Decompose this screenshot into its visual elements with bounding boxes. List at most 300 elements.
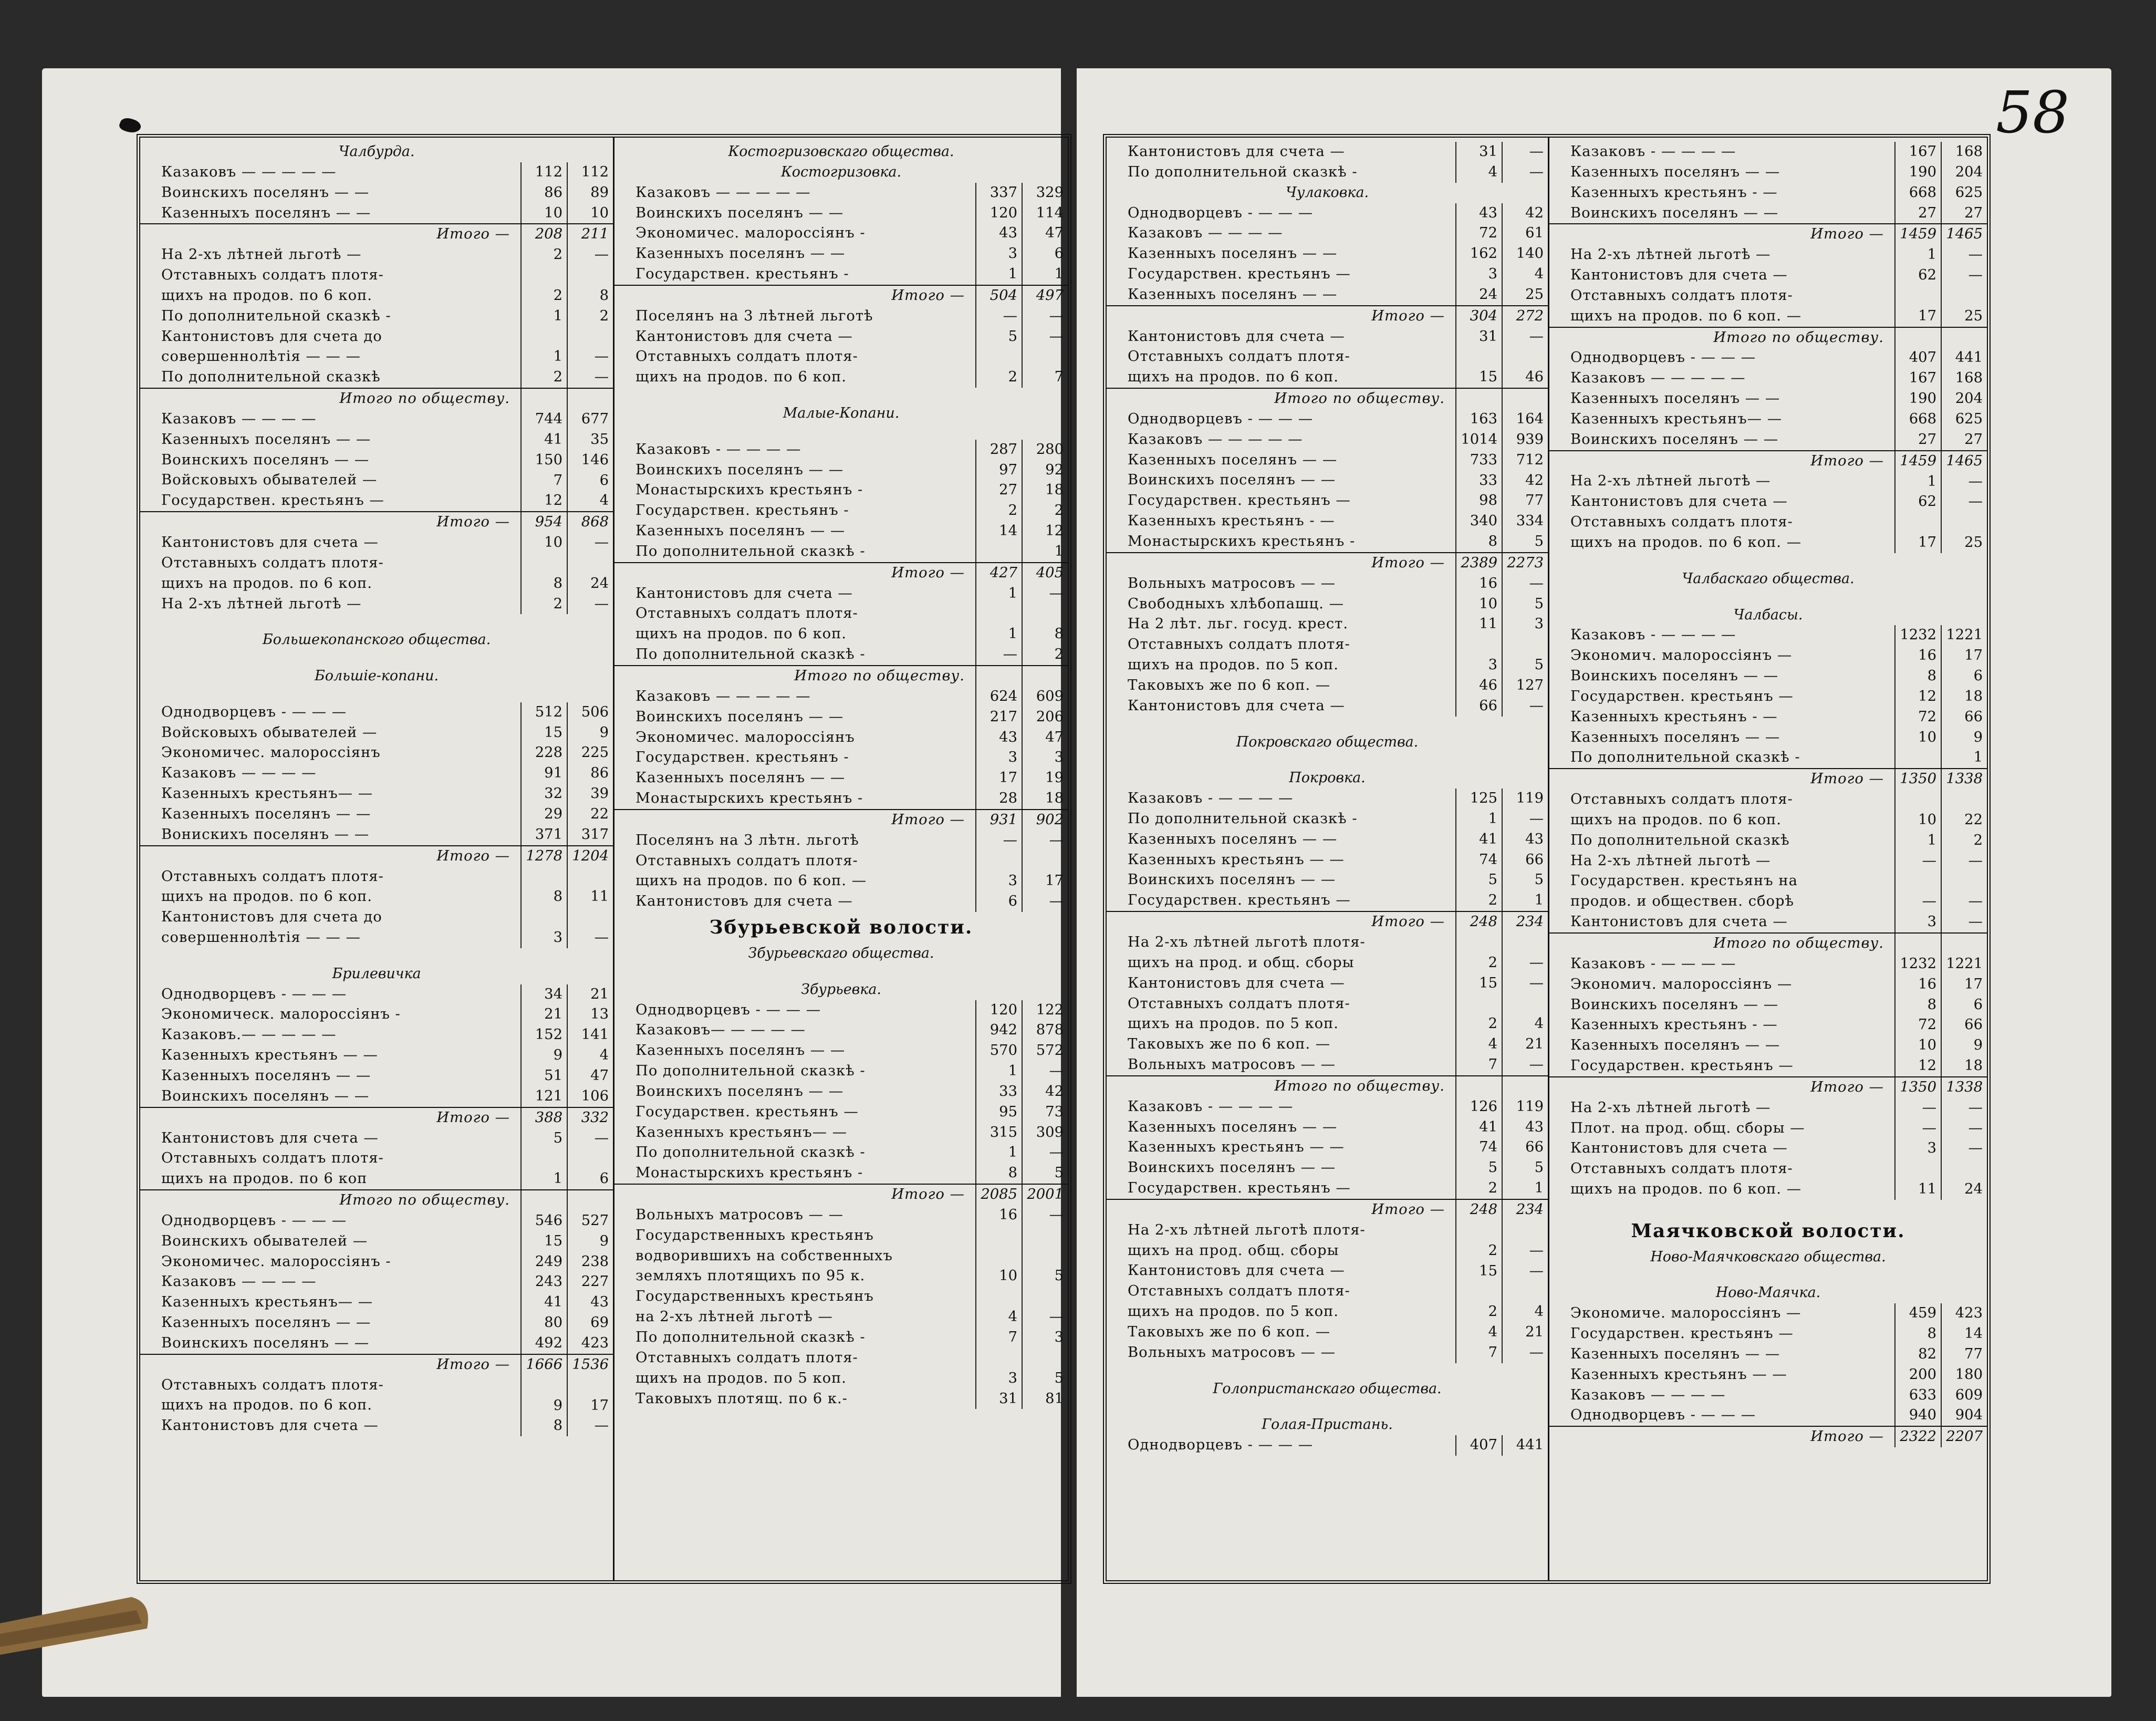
female-count: 119	[1502, 1097, 1548, 1117]
table-row	[614, 1205, 1068, 1226]
male-count: 459	[1894, 1303, 1941, 1324]
male-count: 82	[1894, 1344, 1941, 1365]
table-row	[140, 367, 613, 388]
female-count	[567, 553, 613, 574]
row-label: Казаковъ - — — — —	[1128, 1098, 1294, 1115]
row-label: Отставныхъ солдатъ плотя-	[161, 554, 384, 571]
female-count: —	[1502, 809, 1548, 830]
table-row	[1107, 1220, 1548, 1241]
male-count: 126	[1455, 1097, 1502, 1117]
table-row	[1549, 974, 1987, 995]
table-row	[140, 1045, 613, 1066]
female-count: 61	[1502, 223, 1548, 244]
row-label: Казаковъ - — — — —	[1570, 627, 1736, 644]
male-count: —	[975, 645, 1022, 665]
table-row	[1107, 264, 1548, 285]
female-count: 11	[567, 887, 613, 907]
table-row	[1549, 389, 1987, 409]
female-count: 527	[567, 1211, 613, 1231]
female-count: 1221	[1941, 954, 1987, 974]
female-count: 609	[1941, 1385, 1987, 1406]
female-count: —	[1502, 696, 1548, 717]
female-count: 2	[1022, 645, 1068, 665]
female-count: —	[1022, 584, 1068, 604]
male-count: 1	[975, 1061, 1022, 1082]
female-count: —	[1502, 1261, 1548, 1282]
female-count: 423	[1941, 1303, 1987, 1324]
male-count	[975, 1226, 1022, 1246]
male-count: 10	[1455, 594, 1502, 615]
row-label: Воинскихъ поселянъ — —	[636, 1083, 844, 1100]
female-count: 317	[567, 825, 613, 845]
male-count: 43	[975, 728, 1022, 748]
section-heading: Брилевичка	[332, 965, 421, 982]
row-label: Кантонистовъ для счета —	[1128, 697, 1345, 714]
male-count: 15	[1455, 973, 1502, 994]
table-row	[140, 784, 613, 804]
table-row	[1107, 1014, 1548, 1034]
female-count: 2	[567, 306, 613, 327]
total-row	[1549, 327, 1987, 348]
row-label: Монастырскихъ крестьянъ -	[636, 482, 863, 499]
row-label: земляхъ плотящихъ по 95 к.	[636, 1268, 866, 1284]
male-count: 7	[1455, 1055, 1502, 1075]
table-row	[1107, 347, 1548, 367]
table-row	[1549, 646, 1987, 666]
female-count: —	[1941, 851, 1987, 872]
female-count	[1502, 1076, 1548, 1097]
row-label: На 2-хъ лѣтней льготѣ —	[161, 595, 362, 612]
table-row	[614, 624, 1068, 645]
male-count: 16	[1894, 974, 1941, 995]
table-row	[1549, 912, 1987, 932]
male-count: 5	[975, 327, 1022, 347]
female-count: 47	[567, 1066, 613, 1086]
row-label: Государствен. крестьянъ —	[1128, 266, 1351, 283]
female-count: 66	[1502, 850, 1548, 870]
table-row	[614, 1102, 1068, 1123]
table-row	[614, 728, 1068, 748]
male-count: —	[1894, 891, 1941, 912]
row-label: Казенныхъ поселянъ — —	[161, 431, 371, 448]
female-count: 2273	[1502, 553, 1548, 574]
male-count: 3	[1894, 912, 1941, 932]
male-count: 733	[1455, 450, 1502, 471]
right-column-1	[1107, 138, 1548, 1580]
female-count: 42	[1502, 471, 1548, 491]
female-count: —	[1502, 142, 1548, 162]
table-row	[1107, 932, 1548, 953]
female-count: 18	[1941, 687, 1987, 707]
row-label: Поселянъ на 3 лѣтней льготѣ	[636, 307, 873, 324]
section-heading: Чулаковка.	[1285, 184, 1369, 201]
table-row	[1549, 1405, 1987, 1426]
table-row	[140, 1004, 613, 1025]
male-count: 41	[1455, 1117, 1502, 1138]
male-count: 3	[1455, 264, 1502, 285]
row-label: Вольныхъ матросовъ — —	[1128, 1056, 1336, 1073]
district-heading: Збурьевской волости.	[709, 916, 973, 939]
male-count	[1455, 635, 1502, 655]
male-count	[1894, 286, 1941, 306]
male-count: 504	[975, 286, 1022, 306]
row-label: По дополнительной сказкѣ -	[636, 646, 866, 663]
row-label: Воинскихъ поселянъ — —	[161, 451, 370, 468]
table-row	[1549, 728, 1987, 748]
row-label: Кантонистовъ для счета —	[1128, 143, 1345, 160]
row-label: Казенныхъ поселянъ — —	[1570, 1037, 1780, 1054]
table-row	[614, 542, 1068, 562]
male-count: 17	[1894, 533, 1941, 553]
row-label: Итого —	[1810, 771, 1884, 787]
female-count: —	[1941, 1138, 1987, 1159]
male-count: 2	[520, 245, 567, 265]
row-label: Казенныхъ поселянъ — —	[1570, 163, 1780, 180]
row-label: Итого —	[436, 226, 510, 243]
male-count: 8	[975, 1163, 1022, 1184]
table-row	[1549, 851, 1987, 872]
female-count: 47	[1022, 223, 1068, 244]
female-count: —	[1502, 327, 1548, 347]
female-count: 46	[1502, 367, 1548, 388]
row-label: Государствен. крестьянъ —	[1128, 492, 1351, 509]
male-count: 8	[520, 574, 567, 594]
female-count: 21	[1502, 1322, 1548, 1343]
table-row	[1549, 625, 1987, 646]
male-count	[975, 347, 1022, 367]
male-count: 125	[1455, 789, 1502, 809]
female-count: —	[1022, 306, 1068, 327]
female-count	[567, 867, 613, 887]
male-count: 1459	[1894, 224, 1941, 245]
row-label: Казенныхъ крестьянъ— —	[161, 1294, 373, 1311]
male-count	[975, 542, 1022, 562]
male-count	[520, 265, 567, 286]
male-count: 1278	[520, 846, 567, 867]
table-row	[140, 533, 613, 553]
table-row	[1107, 1034, 1548, 1055]
table-row	[1107, 1178, 1548, 1199]
male-count	[1894, 934, 1941, 954]
section-heading: Чалбаскаго общества.	[1682, 570, 1855, 587]
table-row	[140, 471, 613, 491]
female-count: 42	[1502, 203, 1548, 224]
row-label: На 2-хъ лѣтней льготѣ —	[161, 246, 362, 263]
female-count: 7	[1022, 367, 1068, 388]
table-row	[1107, 430, 1548, 450]
male-count: 512	[520, 702, 567, 723]
row-label: На 2-хъ лѣтней льготѣ —	[1570, 1099, 1771, 1116]
female-count: 238	[567, 1252, 613, 1272]
table-row	[140, 1375, 613, 1396]
table-row	[1549, 348, 1987, 368]
row-label: Плот. на прод. общ. сборы —	[1570, 1119, 1805, 1136]
table-row	[614, 871, 1068, 891]
female-count: 168	[1941, 142, 1987, 162]
table-row	[614, 768, 1068, 789]
table-row	[140, 1025, 613, 1045]
table-row	[140, 1128, 613, 1149]
table-row	[1107, 655, 1548, 676]
male-count: 1	[1894, 472, 1941, 492]
female-count: 35	[567, 430, 613, 450]
total-row	[140, 388, 613, 409]
male-count: 668	[1894, 409, 1941, 430]
female-count: 164	[1502, 409, 1548, 430]
total-row	[1107, 1199, 1548, 1220]
female-count: 506	[567, 702, 613, 723]
row-label: щихъ на продов. по 6 коп.	[161, 1397, 373, 1414]
female-count: —	[567, 367, 613, 388]
female-count: —	[567, 594, 613, 615]
female-count	[1941, 286, 1987, 306]
row-label: Кантонистовъ для счета до	[161, 328, 382, 345]
female-count: 234	[1502, 912, 1548, 932]
male-count: 4	[975, 1307, 1022, 1328]
female-count: 6	[1941, 995, 1987, 1015]
total-row	[140, 1107, 613, 1128]
table-row	[140, 825, 613, 845]
table-row	[614, 789, 1068, 809]
male-count: 337	[975, 183, 1022, 203]
row-label: Экономичес. малороссіянъ -	[636, 225, 866, 242]
female-count: 168	[1941, 368, 1987, 389]
male-count: 3	[975, 748, 1022, 768]
female-count: 81	[1022, 1389, 1068, 1409]
row-label: Отставныхъ солдатъ плотя-	[1128, 1283, 1350, 1300]
female-count: 272	[1502, 306, 1548, 327]
table-row	[1107, 676, 1548, 696]
male-count: 43	[1455, 203, 1502, 224]
row-label: щихъ на прод. и общ. сборы	[1128, 954, 1355, 971]
female-count: 141	[567, 1025, 613, 1045]
male-count: —	[975, 831, 1022, 851]
row-label: Итого —	[891, 1186, 965, 1203]
row-label: Государствен. крестьянъ —	[636, 1103, 859, 1120]
row-label: По дополнительной сказкѣ -	[1570, 749, 1800, 766]
female-count	[1022, 851, 1068, 872]
total-row	[1107, 305, 1548, 327]
table-row	[1549, 492, 1987, 512]
left-column-2	[613, 138, 1068, 1580]
row-label: Однодворцевъ - — — —	[161, 986, 347, 1002]
table-row	[614, 1000, 1068, 1021]
female-count: 1	[1502, 1178, 1548, 1199]
male-count: 315	[975, 1123, 1022, 1143]
male-count: 2085	[975, 1185, 1022, 1205]
female-count: 2	[1022, 501, 1068, 521]
row-label: Кантонистовъ для счета —	[1570, 493, 1788, 510]
male-count: 51	[520, 1066, 567, 1086]
table-row	[1107, 1097, 1548, 1117]
table-row	[140, 743, 613, 763]
female-count: 1	[1941, 748, 1987, 768]
male-count: 72	[1894, 1015, 1941, 1035]
row-label: Казенныхъ поселянъ — —	[1570, 729, 1780, 745]
row-label: Кантонистовъ для счета —	[1128, 974, 1345, 991]
table-row	[140, 1272, 613, 1292]
female-count: —	[567, 347, 613, 367]
female-count	[1941, 790, 1987, 810]
total-row	[1549, 1076, 1987, 1098]
male-count: 31	[1455, 142, 1502, 162]
table-row	[614, 183, 1068, 203]
female-count: 4	[567, 1045, 613, 1066]
row-label: Кантонистовъ для счета —	[636, 585, 853, 602]
row-label: Казаковъ — — — —	[161, 765, 317, 782]
female-count: 3	[1022, 748, 1068, 768]
row-label: Казаковъ - — — — —	[636, 441, 801, 458]
total-row	[614, 562, 1068, 584]
table-row	[614, 687, 1068, 707]
table-row	[1549, 162, 1987, 183]
row-label: Итого по обществу.	[339, 1192, 510, 1209]
male-count: 200	[1894, 1365, 1941, 1385]
table-row	[1549, 1344, 1987, 1365]
spacer	[614, 964, 1068, 980]
female-count: 112	[567, 162, 613, 183]
male-count: 1	[1894, 831, 1941, 851]
female-count: 423	[567, 1333, 613, 1354]
row-label: Государствен. крестьянъ —	[1570, 1325, 1794, 1342]
table-row	[1107, 471, 1548, 491]
row-label: Казенныхъ крестьянъ — —	[1570, 1366, 1787, 1383]
row-label: Кантонистовъ для счета —	[1128, 328, 1345, 345]
table-row	[614, 367, 1068, 388]
table-row	[1549, 891, 1987, 912]
section-heading: Чалбасы.	[1733, 606, 1803, 623]
female-count: —	[1502, 1343, 1548, 1363]
row-label: На 2-хъ лѣтней льготѣ плотя-	[1128, 934, 1366, 950]
table-row	[1107, 1158, 1548, 1178]
row-label: Казенныхъ крестьянъ - —	[1570, 1017, 1778, 1033]
male-count: 744	[520, 409, 567, 430]
section-heading: Большекопанского общества.	[262, 631, 491, 648]
table-row	[1549, 1056, 1987, 1076]
female-count: 3	[1502, 614, 1548, 635]
table-row	[140, 286, 613, 306]
female-count	[1502, 389, 1548, 409]
male-count: —	[1894, 851, 1941, 872]
female-count: 309	[1022, 1123, 1068, 1143]
row-label: На 2-хъ лѣтней льготѣ —	[1570, 473, 1771, 490]
table-row	[1107, 511, 1548, 532]
row-label: Казаковъ — — — — —	[1128, 431, 1303, 448]
male-count: 5	[1455, 1158, 1502, 1178]
row-label: На 2-хъ лѣтней льготѣ —	[1570, 246, 1771, 263]
male-count: 28	[975, 789, 1022, 809]
male-count	[1894, 1159, 1941, 1179]
male-count: 9	[520, 1045, 567, 1066]
female-count: 2207	[1941, 1427, 1987, 1447]
row-label: Воинскихъ поселянъ — —	[1128, 472, 1336, 489]
section-heading: Ново-Маячка.	[1715, 1284, 1821, 1301]
male-count	[975, 1246, 1022, 1267]
row-label: Кантонистовъ для счета —	[636, 893, 853, 910]
row-label: Государствен. крестьянъ —	[1570, 1058, 1794, 1074]
male-count: 668	[1894, 183, 1941, 203]
table-row	[1549, 1159, 1987, 1179]
row-label: Однодворцевъ - — — —	[1128, 204, 1314, 221]
female-count	[1022, 1226, 1068, 1246]
female-count: 69	[567, 1313, 613, 1333]
table-row	[1107, 367, 1548, 388]
row-label: щихъ на продов. по 5 коп.	[636, 1370, 847, 1386]
female-count: 106	[567, 1086, 613, 1107]
table-row	[1549, 707, 1987, 728]
male-count: 2	[1455, 1241, 1502, 1261]
female-count: 868	[567, 512, 613, 533]
table-row	[1549, 1179, 1987, 1200]
male-count: 8	[520, 887, 567, 907]
female-count: —	[1022, 1143, 1068, 1163]
male-count: 72	[1894, 707, 1941, 728]
row-label: Кантонистовъ для счета —	[1570, 1140, 1788, 1157]
female-count: 22	[1941, 810, 1987, 831]
row-label: щихъ на продов. по 6 коп.	[161, 888, 373, 905]
female-count	[1941, 512, 1987, 533]
table-row	[1549, 687, 1987, 707]
row-label: Казенныхъ крестьянъ— —	[161, 785, 373, 802]
male-count: 2	[520, 367, 567, 388]
female-count: 5	[1502, 594, 1548, 615]
row-label: Отставныхъ солдатъ плотя-	[1570, 1160, 1793, 1177]
male-count	[975, 604, 1022, 625]
male-count: 62	[1894, 265, 1941, 286]
right-column-2	[1548, 138, 1987, 1580]
row-label: Отставныхъ солдатъ плотя-	[1128, 636, 1350, 653]
male-count: 2	[1455, 953, 1502, 973]
female-count: —	[1941, 265, 1987, 286]
male-count: 1	[520, 347, 567, 367]
male-count: —	[1894, 1098, 1941, 1118]
spacer	[140, 687, 613, 702]
female-count: 6	[1022, 244, 1068, 264]
row-label: Казаковъ — — — —	[1128, 225, 1283, 242]
male-count: 34	[520, 984, 567, 1005]
male-count: 7	[1455, 1343, 1502, 1363]
table-row	[140, 265, 613, 286]
male-count: 12	[520, 491, 567, 511]
male-count: 12	[1894, 1056, 1941, 1076]
female-count: 122	[1022, 1000, 1068, 1021]
table-row	[1549, 1303, 1987, 1324]
row-label: Казенныхъ поселянъ — —	[161, 1314, 371, 1331]
row-label: Отставныхъ солдатъ плотя-	[161, 1376, 384, 1393]
section-heading: Костогризовка.	[780, 163, 902, 180]
female-count	[1502, 932, 1548, 953]
male-count: 1232	[1894, 625, 1941, 646]
table-row	[140, 804, 613, 825]
female-count: 17	[1941, 974, 1987, 995]
row-label: Экономич. малороссіянъ —	[1570, 647, 1793, 664]
male-count: 3	[975, 244, 1022, 264]
table-row	[1549, 142, 1987, 162]
table-row	[1549, 245, 1987, 265]
table-row	[614, 306, 1068, 327]
table-row	[1549, 1015, 1987, 1035]
male-count: 8	[1894, 995, 1941, 1015]
female-count: 14	[1941, 1324, 1987, 1344]
row-label: Однодворцевъ - — — —	[161, 1212, 347, 1229]
table-row	[140, 1066, 613, 1086]
table-row	[1107, 830, 1548, 850]
male-count: 66	[1455, 696, 1502, 717]
table-row	[614, 707, 1068, 728]
female-count: 24	[567, 574, 613, 594]
row-label: Казаковъ — — — — —	[636, 688, 811, 704]
table-row	[140, 907, 613, 928]
